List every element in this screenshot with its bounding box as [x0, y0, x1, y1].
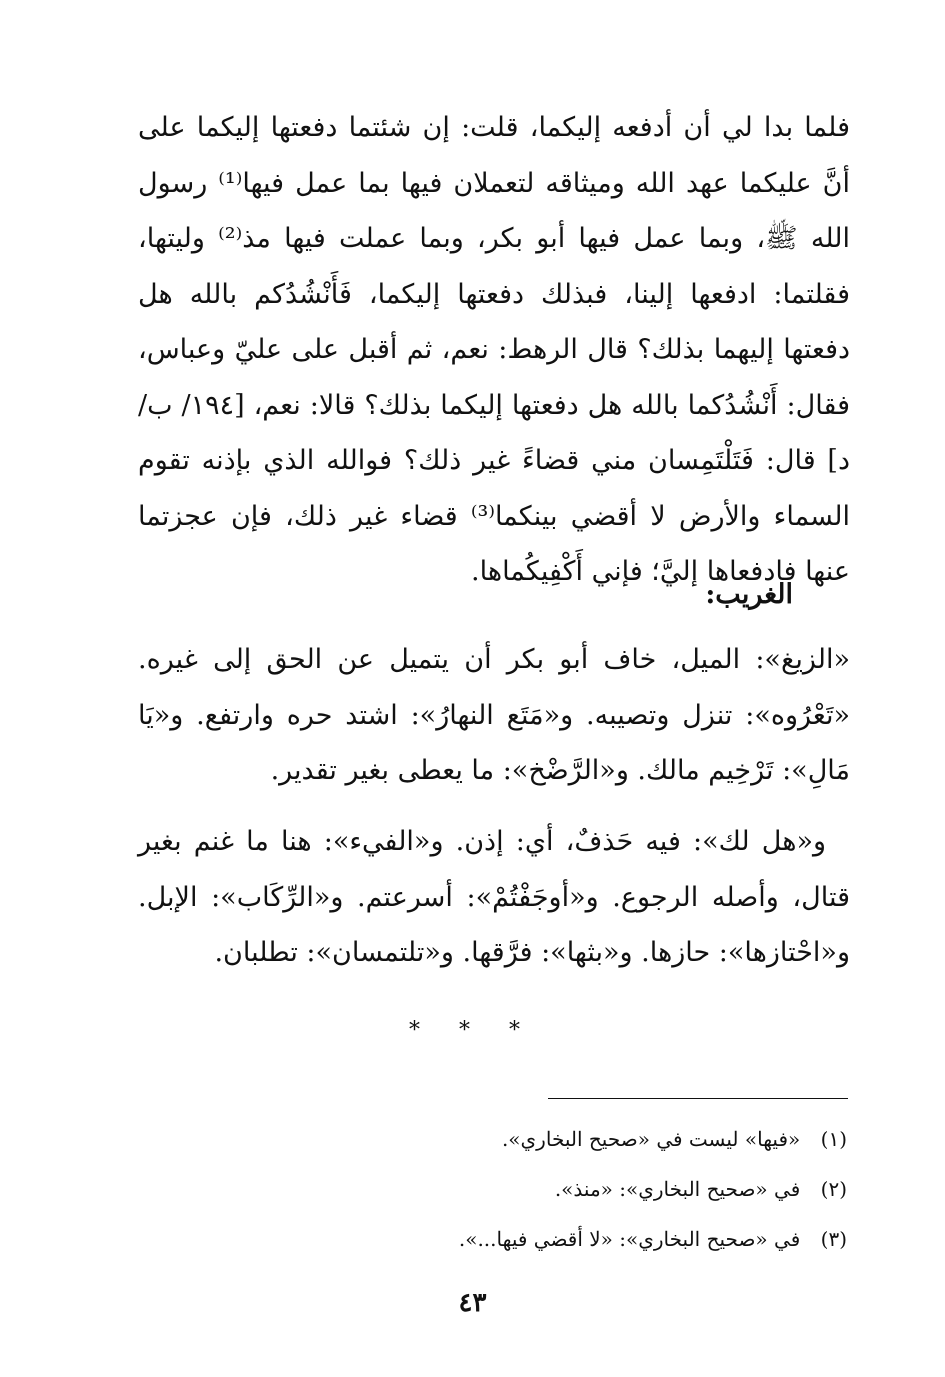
footnote-number: (١) [820, 1127, 847, 1151]
footnote-number: (٢) [820, 1177, 847, 1201]
footnote-text: «فيها» ليست في «صحيح البخاري». [501, 1127, 801, 1151]
footnote-number: (٣) [820, 1227, 847, 1251]
gloss-paragraph-1: «الزيغ»: الميل، خاف أبو بكر أن يتميل عن الحق إلى غيره. «تَعْرُوه»: تنزل وتصيبه. و«مَتَع النهارُ»: اشتد حره وارتفع. و«يَا مَالِ»: تَرْخِيم مالك. و«الرَّضْخ»: ما يعطى بغير تقدير. [138, 644, 850, 786]
page-number: ٤٣ [458, 1288, 487, 1318]
asterism-separator: * * * [409, 1018, 536, 1043]
footnote-2 [555, 1174, 847, 1204]
footnote-3 [459, 1224, 847, 1254]
gloss-paragraph-2: و«هل لك»: فيه حَذفٌ، أي: إذن. و«الفيء»: هنا ما غنم بغير قتال، وأصله الرجوع. و«أوجَفْتُمْ»: أسرعتم. و«الرِّكَاب»: الإبل. و«احْتازها»: حازها. و«بثها»: فرَّقها. و«تلتمسان»: تطلبان. [138, 826, 850, 968]
footnote-1 [502, 1124, 847, 1154]
footnote-text: في «صحيح البخاري»: «منذ». [554, 1177, 801, 1201]
main-paragraph: فلما بدا لي أن أدفعه إليكما، قلت: إن شئتما دفعتها إليكما على أنَّ عليكما عهد الله وميثاقه لتعملان فيها بما عمل فيها⁽¹⁾ رسول الله ﷺ، وبما عمل فيها أبو بكر، وبما عملت فيها مذ⁽²⁾ وليتها، فقلتما: ادفعها إلينا، فبذلك دفعتها إليكما، فَأَنْشُدُكم بالله هل دفعتها إليهما بذلك؟ قال الرهط: نعم، ثم أقبل على عليّ وعباس، فقال: أَنْشُدُكما بالله هل دفعتها إليكما بذلك؟ قالا: نعم، [١٩٤/ ب/ د] قال: فَتَلْتَمِسان مني قضاءً غير ذلك؟ فوالله الذي بإذنه تقوم السماء والأرض لا أقضي بينكما⁽³⁾ قضاء غير ذلك، فإن عجزتما عنها فادفعاها إليَّ؛ فإني أَكْفِيكُماها. [138, 112, 851, 587]
footnote-divider [548, 1098, 848, 1099]
footnote-text: في «صحيح البخاري»: «لا أقضي فيها...». [458, 1227, 801, 1251]
section-heading-gharib: الغريب: [705, 579, 793, 610]
